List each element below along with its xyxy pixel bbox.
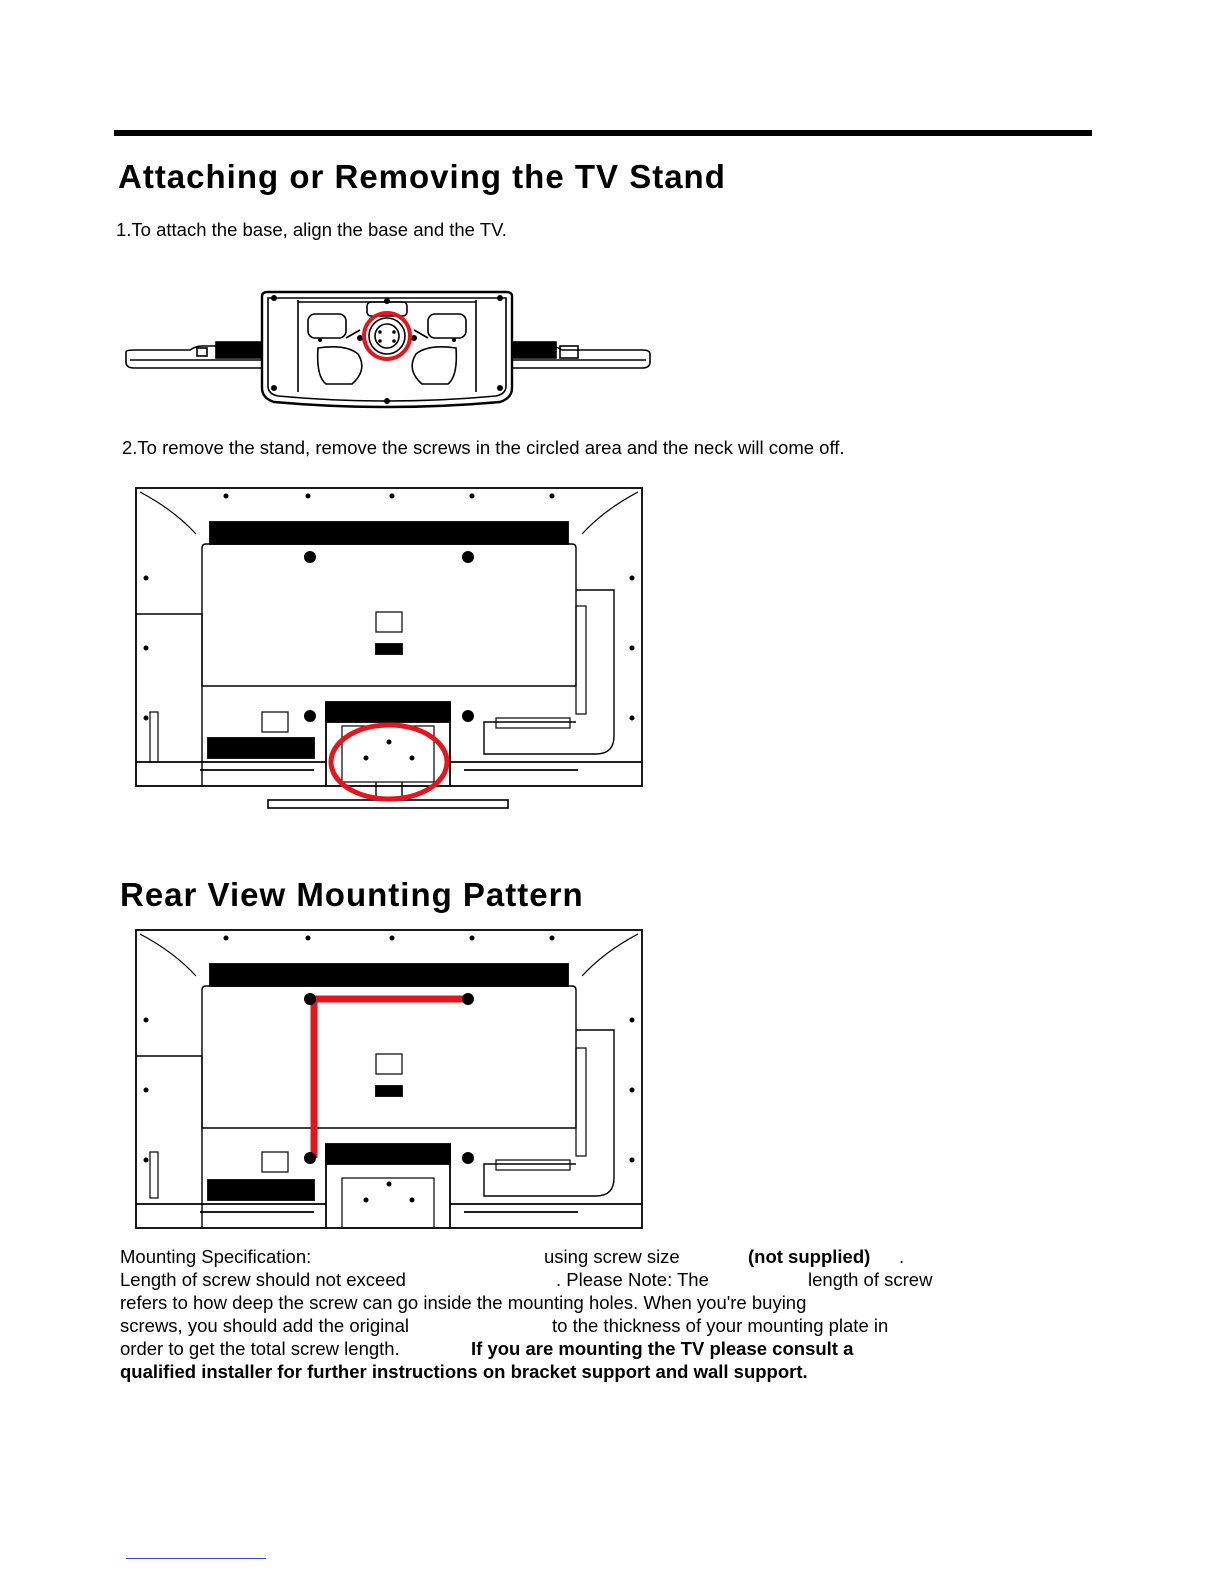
top-rule: [114, 130, 1092, 136]
step-1-text: 1.To attach the base, align the base and the TV.: [116, 219, 507, 240]
spec-please-note: . Please Note: The: [556, 1269, 709, 1290]
spec-period: .: [899, 1246, 905, 1267]
spec-not-supplied: (not supplied): [748, 1246, 871, 1267]
spec-length-label: Length of screw should not exceed: [120, 1269, 406, 1290]
tv-base-bottom-view-diagram: [120, 288, 654, 412]
section-title-attach-stand: Attaching or Removing the TV Stand: [118, 158, 726, 195]
section-title-rear-mounting: Rear View Mounting Pattern: [120, 876, 584, 913]
spec-line-5a: order to get the total screw length.: [120, 1338, 400, 1359]
mounting-specification-text: [120, 1245, 980, 1383]
spec-consult-warning: If you are mounting the TV please consult a: [471, 1338, 854, 1359]
spec-line-4a: screws, you should add the original: [120, 1315, 409, 1336]
spec-length-of-screw: length of screw: [808, 1269, 933, 1290]
spec-label: Mounting Specification:: [120, 1246, 312, 1267]
footer-link-underline: [126, 1558, 266, 1559]
tv-rear-view-stand-removal-diagram: [134, 486, 646, 812]
tv-rear-view-mounting-pattern-diagram: [134, 928, 646, 1230]
spec-line-6: qualified installer for further instructions on bracket support and wall support.: [120, 1361, 808, 1382]
spec-line-4b: to the thickness of your mounting plate in: [552, 1315, 889, 1336]
spec-screw-size-label: using screw size: [544, 1246, 680, 1267]
spec-line-3: refers to how deep the screw can go inside the mounting holes. When you're buying: [120, 1292, 807, 1313]
step-2-text: 2.To remove the stand, remove the screws in the circled area and the neck will come off.: [122, 437, 845, 458]
